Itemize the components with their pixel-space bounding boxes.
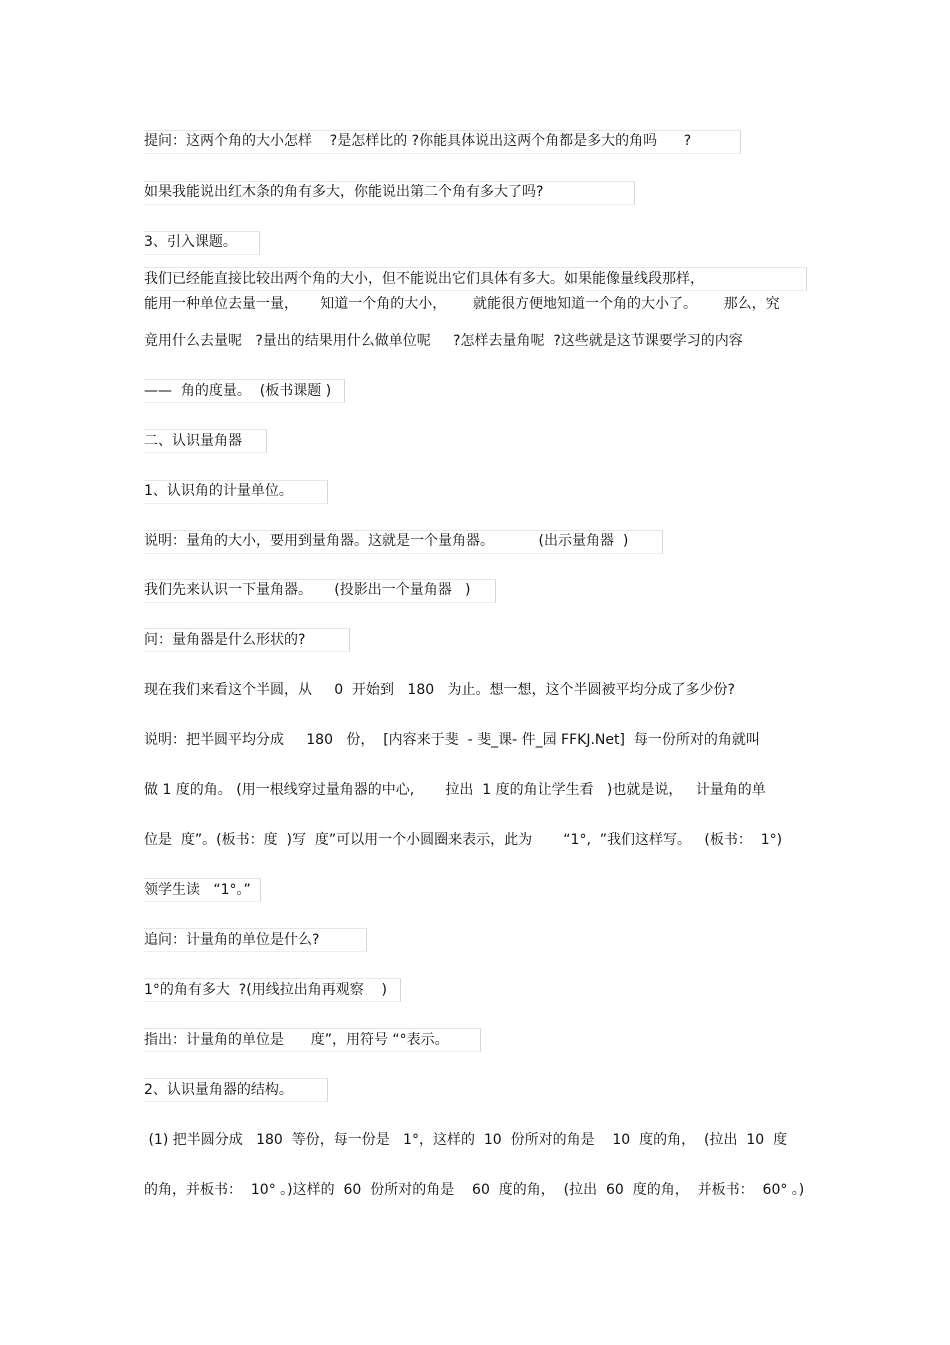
text-line: 我们已经能直接比较出两个角的大小，但不能说出它们具体有多大。如果能像量线段那样， bbox=[144, 271, 704, 287]
text-line: 的角，并板书： 10° 。)这样的 60 份所对的角是 60 度的角， (拉出 60 度的角， 并板书： 60° 。) bbox=[144, 1182, 805, 1198]
text-line: 说明：量角的大小，要用到量角器。这就是一个量角器。 (出示量角器 ) bbox=[144, 533, 629, 549]
text-line: 能用一种单位去量一量， 知道一个角的大小， 就能很方便地知道一个角的大小了。 那么，究 bbox=[144, 296, 780, 312]
text-line: 追问：计量角的单位是什么? bbox=[144, 932, 320, 948]
text-line: 如果我能说出红木条的角有多大，你能说出第二个角有多大了吗? bbox=[144, 184, 544, 200]
text-line: 位是 度”。(板书：度 )写 度”可以用一个小圆圈来表示，此为 “1°, ”我们这样写。 (板书： 1°) bbox=[144, 832, 783, 848]
text-line: 提问：这两个角的大小怎样 ?是怎样比的 ?你能具体说出这两个角都是多大的角吗 ? bbox=[144, 133, 692, 149]
section-heading: 3、引入课题。 bbox=[144, 234, 237, 250]
text-line: 做 1 度的角。 (用一根线穿过量角器的中心, 拉出 1 度的角让学生看 )也就是说， 计量角的单 bbox=[144, 782, 766, 798]
section-heading: 1、认识角的计量单位。 bbox=[144, 483, 293, 499]
text-line: 1°的角有多大 ?(用线拉出角再观察 ) bbox=[144, 982, 387, 998]
text-line: 说明：把半圆平均分成 180 份， [内容来于斐 - 斐_课- 件_园 FFKJ.Net] 每一份所对的角就叫 bbox=[144, 732, 760, 748]
text-line: 问：量角器是什么形状的? bbox=[144, 632, 306, 648]
section-heading: 二、认识量角器 bbox=[144, 433, 242, 449]
text-line: (1) 把半圆分成 180 等份，每一份是 1°，这样的 10 份所对的角是 10 度的角， (拉出 10 度 bbox=[144, 1132, 788, 1148]
text-line: 现在我们来看这个半圆，从 0 开始到 180 为止。想一想，这个半圆被平均分成了多少份? bbox=[144, 682, 735, 698]
text-line: —— 角的度量。 (板书课题 ) bbox=[144, 383, 332, 399]
text-line: 竟用什么去量呢 ?量出的结果用什么做单位呢 ?怎样去量角呢 ?这些就是这节课要学习的内容 bbox=[144, 333, 743, 349]
section-heading: 2、认识量角器的结构。 bbox=[144, 1082, 293, 1098]
text-line: 领学生读 “1°。” bbox=[144, 882, 251, 898]
text-line: 指出：计量角的单位是 度”，用符号 “°表示。 bbox=[144, 1032, 449, 1048]
text-line: 我们先来认识一下量角器。 (投影出一个量角器 ) bbox=[144, 582, 471, 598]
